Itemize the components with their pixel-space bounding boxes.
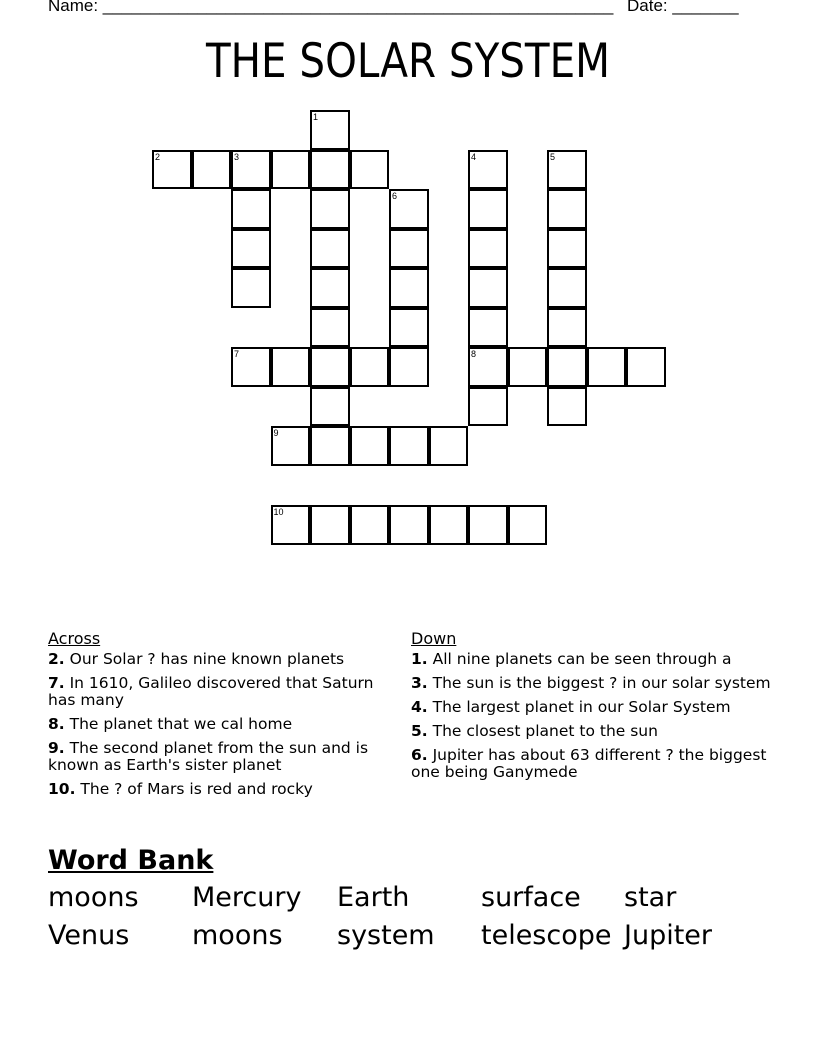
page-title: THE SOLAR SYSTEM	[205, 34, 611, 89]
down-heading: Down	[411, 629, 457, 648]
clue-number-label: 8	[471, 349, 477, 359]
clue-number: 10.	[48, 780, 76, 798]
crossword-cell[interactable]	[310, 347, 350, 387]
word-bank-word: Venus	[48, 920, 130, 951]
word-bank-word: system	[337, 920, 435, 951]
crossword-cell[interactable]	[192, 150, 232, 190]
crossword-cell[interactable]	[310, 110, 350, 150]
crossword-cell[interactable]	[271, 426, 311, 466]
clue-number-label: 4	[471, 151, 477, 162]
word-bank-word: star	[624, 882, 677, 913]
down-clue	[411, 651, 771, 668]
crossword-cell[interactable]	[429, 505, 469, 545]
date-field-label: Date: _______	[627, 0, 739, 15]
word-bank-word: Earth	[337, 882, 410, 913]
clue-text: The second planet from the sun and is known as Earth's sister planet	[48, 739, 369, 774]
crossword-cell[interactable]	[389, 308, 429, 348]
crossword-cell[interactable]	[350, 347, 390, 387]
clue-text: The sun is the biggest ? in our solar system	[427, 674, 771, 692]
word-bank-title: Word Bank	[48, 845, 214, 876]
clue-number-label: 1	[313, 112, 319, 122]
clue-number: 7.	[48, 674, 65, 692]
crossword-cell[interactable]	[271, 347, 311, 387]
crossword-cell[interactable]	[310, 189, 350, 229]
down-clue	[411, 699, 771, 716]
crossword-cell[interactable]	[587, 347, 627, 387]
across-clue	[48, 740, 388, 774]
clue-number-label: 5	[550, 151, 556, 162]
word-bank-word: surface	[481, 882, 581, 913]
crossword-cell[interactable]	[310, 505, 350, 545]
across-clue	[48, 675, 388, 709]
clue-text: Jupiter has about 63 different ? the biggest one being Ganymede	[411, 746, 767, 781]
word-bank-word: Mercury	[192, 882, 302, 913]
down-clues	[411, 630, 771, 788]
crossword-cell[interactable]	[231, 347, 271, 387]
clue-number: 5.	[411, 722, 428, 740]
clue-number-label: 3	[234, 151, 240, 162]
crossword-cell[interactable]	[389, 426, 429, 466]
clue-number: 4.	[411, 698, 428, 716]
across-heading: Across	[48, 629, 101, 648]
crossword-cell[interactable]	[310, 387, 350, 427]
crossword-cell[interactable]	[271, 150, 311, 190]
crossword-cell[interactable]	[468, 387, 508, 427]
crossword-cell[interactable]	[231, 189, 271, 229]
clue-text: The ? of Mars is red and rocky	[75, 780, 313, 798]
crossword-cell[interactable]	[547, 189, 587, 229]
clue-number-label: 9	[273, 428, 279, 438]
crossword-cell[interactable]	[350, 150, 390, 190]
clue-number: 6.	[411, 746, 428, 764]
crossword-cell[interactable]	[231, 268, 271, 308]
crossword-cell[interactable]	[468, 229, 508, 269]
crossword-cell[interactable]	[468, 347, 508, 387]
crossword-cell[interactable]	[389, 229, 429, 269]
down-clue	[411, 675, 771, 692]
crossword-cell[interactable]	[508, 505, 548, 545]
word-bank-word: moons	[192, 920, 283, 951]
crossword-cell[interactable]	[429, 426, 469, 466]
clue-number: 9.	[48, 739, 65, 757]
crossword-cell[interactable]	[547, 150, 587, 190]
crossword-cell[interactable]	[508, 347, 548, 387]
crossword-cell[interactable]	[468, 505, 508, 545]
clue-number: 8.	[48, 715, 65, 733]
clue-text: The largest planet in our Solar System	[427, 698, 731, 716]
clue-number-label: 2	[155, 151, 161, 162]
crossword-cell[interactable]	[389, 189, 429, 229]
clue-number-label: 6	[392, 191, 398, 201]
crossword-cell[interactable]	[547, 308, 587, 348]
crossword-cell[interactable]	[310, 229, 350, 269]
word-bank-word: Jupiter	[624, 920, 713, 951]
crossword-cell[interactable]	[350, 505, 390, 545]
word-bank-word: telescope	[481, 920, 612, 951]
clue-number-label: 10	[273, 507, 284, 517]
across-clues	[48, 630, 388, 805]
clue-text: All nine planets can be seen through a	[427, 650, 732, 668]
clue-number: 3.	[411, 674, 428, 692]
crossword-cell[interactable]	[231, 150, 271, 190]
crossword-cell[interactable]	[231, 229, 271, 269]
crossword-cell[interactable]	[547, 268, 587, 308]
crossword-cell[interactable]	[271, 505, 311, 545]
across-clue	[48, 651, 388, 668]
clue-number: 1.	[411, 650, 428, 668]
clue-text: In 1610, Galileo discovered that Saturn has many	[48, 674, 374, 709]
across-clue	[48, 716, 388, 733]
down-clue	[411, 747, 771, 781]
across-clue	[48, 781, 388, 798]
crossword-cell[interactable]	[468, 189, 508, 229]
name-field-label: Name: ______________________________________________________	[48, 0, 614, 15]
clue-number: 2.	[48, 650, 65, 668]
clue-text: The closest planet to the sun	[427, 722, 658, 740]
word-bank-word: moons	[48, 882, 139, 913]
crossword-cell[interactable]	[310, 426, 350, 466]
crossword-cell[interactable]	[547, 347, 587, 387]
crossword-cell[interactable]	[468, 268, 508, 308]
crossword-cell[interactable]	[547, 229, 587, 269]
crossword-cell[interactable]	[310, 150, 350, 190]
crossword-cell[interactable]	[389, 268, 429, 308]
clue-text: The planet that we cal home	[64, 715, 293, 733]
clue-text: Our Solar ? has nine known planets	[64, 650, 345, 668]
crossword-cell[interactable]	[152, 150, 192, 190]
crossword-cell[interactable]	[310, 308, 350, 348]
down-clue	[411, 723, 771, 740]
clue-number-label: 7	[234, 349, 240, 359]
crossword-cell[interactable]	[547, 387, 587, 427]
crossword-cell[interactable]	[468, 150, 508, 190]
crossword-cell[interactable]	[626, 347, 666, 387]
crossword-cell[interactable]	[310, 268, 350, 308]
crossword-cell[interactable]	[350, 426, 390, 466]
crossword-cell[interactable]	[389, 347, 429, 387]
crossword-cell[interactable]	[468, 308, 508, 348]
crossword-cell[interactable]	[389, 505, 429, 545]
